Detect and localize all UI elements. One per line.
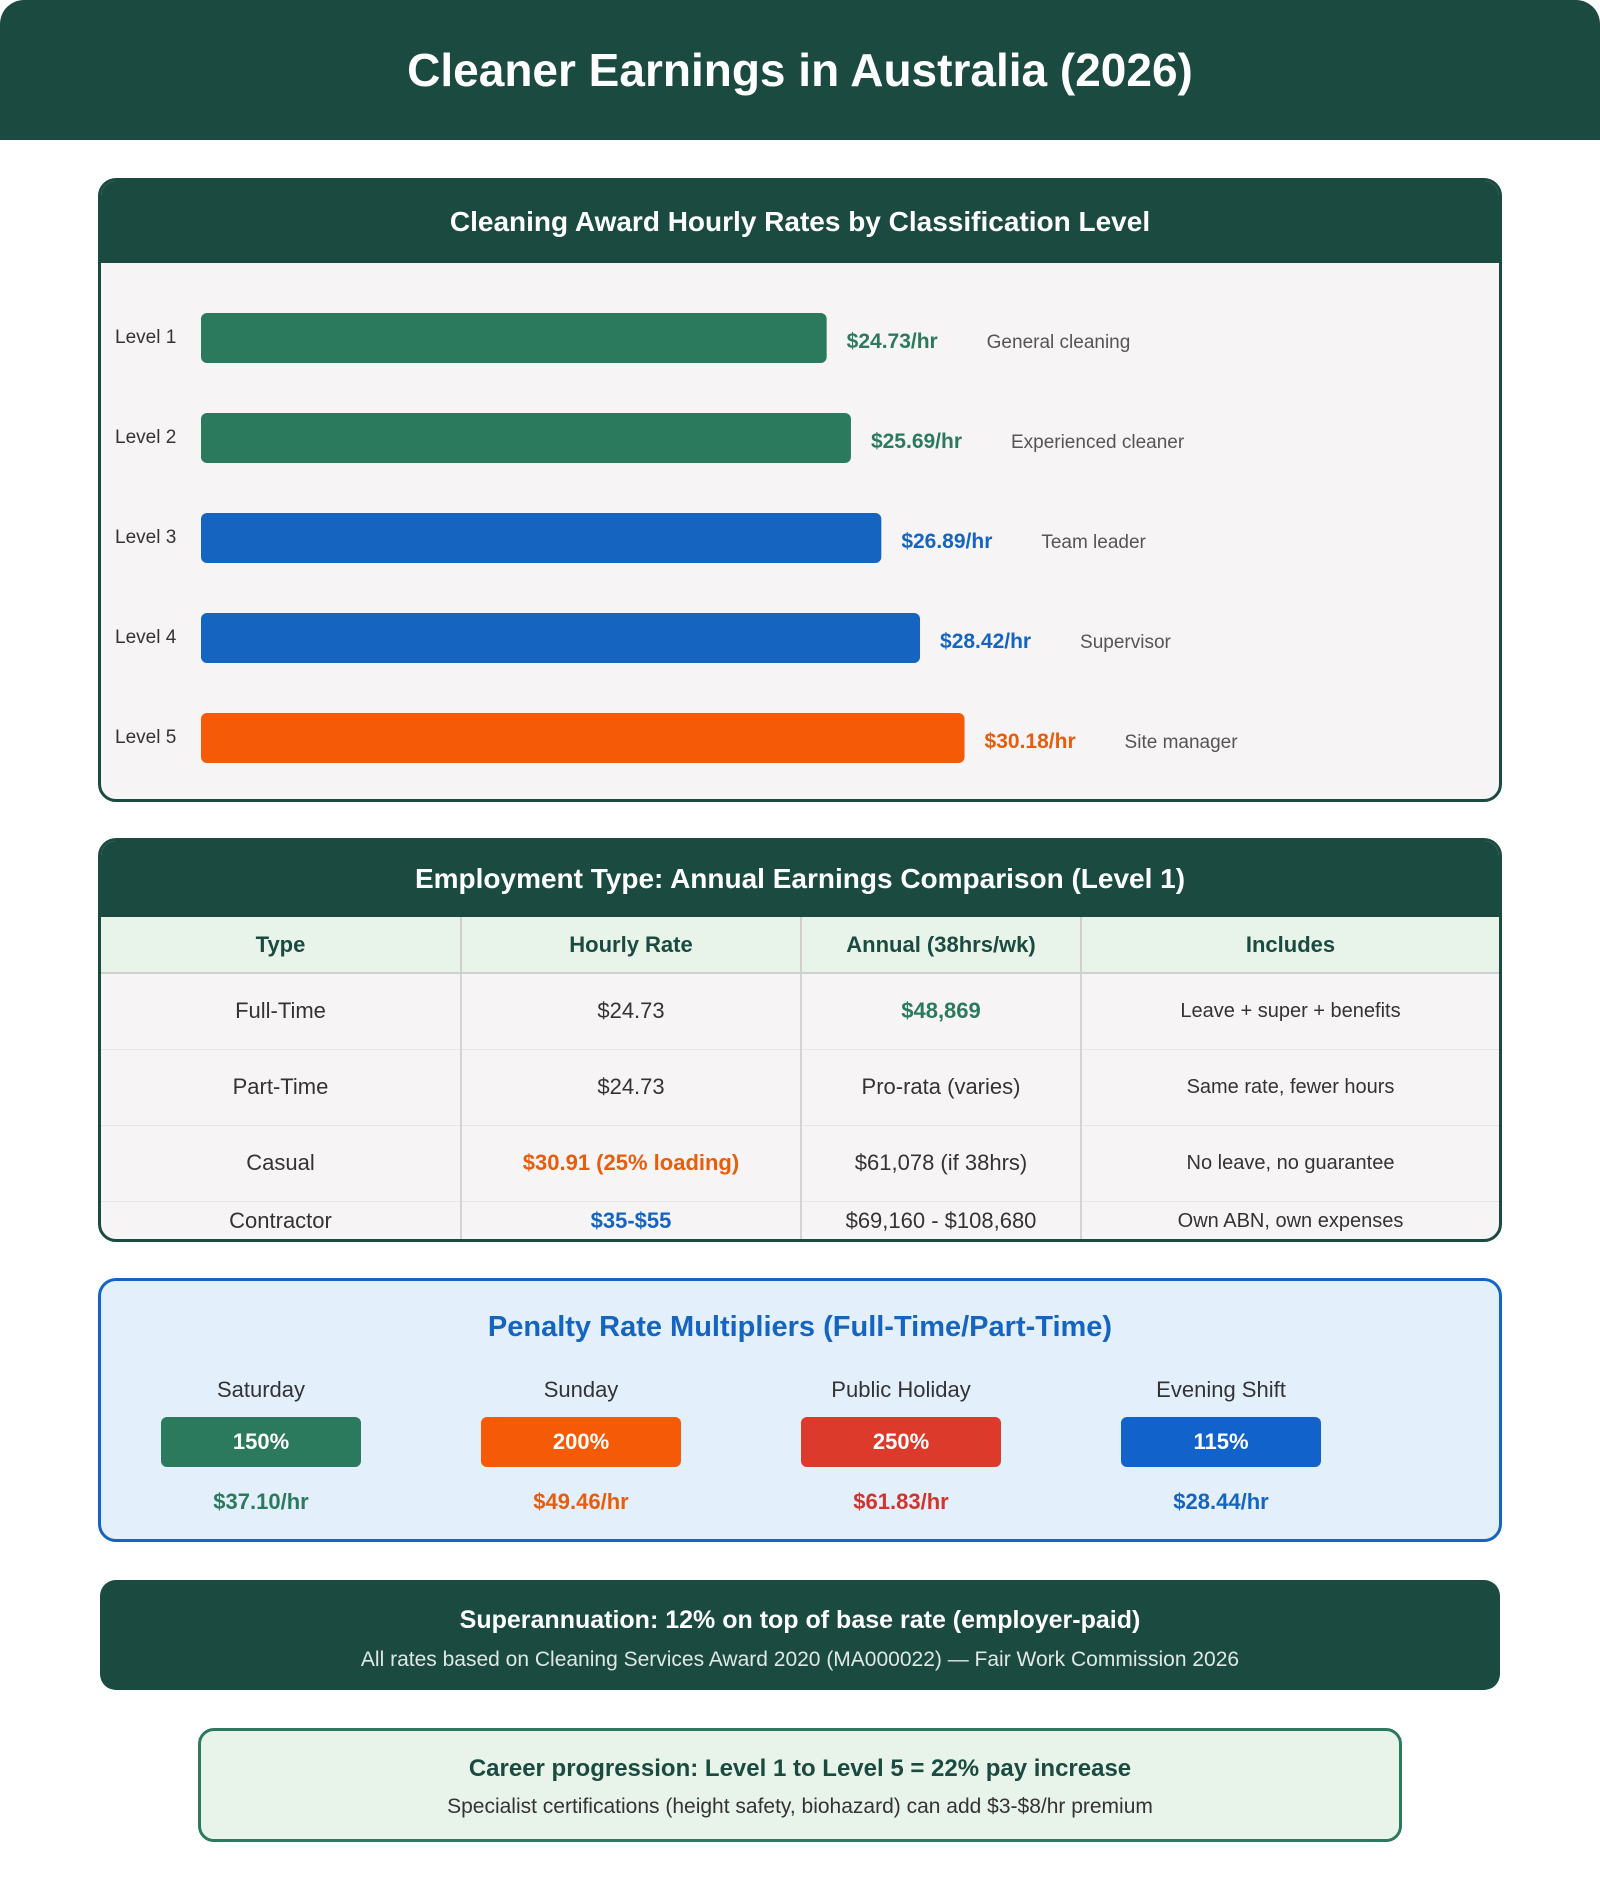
penalty-title: Penalty Rate Multipliers (Full-Time/Part-Time): [487, 1311, 1113, 1343]
cell-type: Full-Time: [101, 973, 461, 1049]
penalty-multiplier-badge: 250%: [801, 1417, 1001, 1467]
career-progression-card: [198, 1728, 1402, 1842]
bar-value-label: $25.69/hr: [870, 430, 963, 453]
penalty-multiplier-badge: 200%: [481, 1417, 681, 1467]
cell-annual: $48,869: [801, 973, 1081, 1049]
bar-value-label: $24.73/hr: [846, 330, 938, 353]
penalty-label: Sunday: [543, 1377, 619, 1402]
bar-category-label: Level 3: [115, 527, 177, 548]
penalty-multiplier-badge: 150%: [161, 1417, 361, 1467]
bar-value-label: $30.18/hr: [984, 730, 1076, 753]
table-row: [101, 1125, 1499, 1201]
bar-description-label: Site manager: [1124, 732, 1238, 753]
table-header-row: [101, 917, 1499, 973]
cell-type: Part-Time: [101, 1049, 461, 1125]
cell-includes: Own ABN, own expenses: [1177, 1209, 1404, 1232]
cell-includes: Leave + super + benefits: [1081, 973, 1499, 1049]
cell-type: Contractor: [101, 1201, 461, 1241]
bar: [201, 313, 827, 363]
penalty-item-evening-shift: [1121, 1377, 1321, 1515]
penalty-hourly-rate: $37.10/hr: [213, 1489, 309, 1514]
cell-type: Casual: [101, 1125, 461, 1201]
penalty-rates-card: [98, 1278, 1502, 1542]
bar-category-label: Level 4: [115, 627, 177, 648]
bar-description-label: Supervisor: [1080, 632, 1171, 653]
employment-table: [101, 917, 1499, 1241]
cell-rate: $30.91 (25% loading): [461, 1125, 801, 1201]
cell-rate: $24.73: [461, 973, 801, 1049]
penalty-hourly-rate: $28.44/hr: [1173, 1489, 1269, 1514]
cell-rate: $24.73: [461, 1049, 801, 1125]
cell-includes: Same rate, fewer hours: [1081, 1049, 1499, 1125]
table-row: [101, 973, 1499, 1049]
cell-annual: Pro-rata (varies): [801, 1049, 1081, 1125]
employment-type-card: [98, 838, 1502, 1242]
cell-rate: $35-$55: [461, 1201, 801, 1241]
penalty-hourly-rate: $49.46/hr: [533, 1489, 629, 1514]
bar-description-label: Experienced cleaner: [1010, 432, 1185, 453]
bar-description-label: General cleaning: [986, 332, 1131, 353]
table-row: [101, 1049, 1499, 1125]
bar-category-label: Level 5: [115, 727, 177, 748]
penalty-hourly-rate: $61.83/hr: [853, 1489, 949, 1514]
column-header-hourly-rate: Hourly Rate: [461, 917, 801, 973]
table-title: Employment Type: Annual Earnings Comparison (Level 1): [101, 841, 1499, 917]
bar: [201, 513, 881, 563]
superannuation-title: Superannuation: 12% on top of base rate (employer-paid): [459, 1606, 1141, 1634]
column-header-type: Type: [101, 917, 461, 973]
column-header-includes: Includes: [1081, 917, 1499, 973]
hourly-rates-bar-chart: [101, 263, 1499, 799]
bar-value-label: $26.89/hr: [901, 530, 993, 553]
hourly-rates-chart-card: [98, 178, 1502, 802]
bar: [201, 613, 920, 663]
superannuation-banner: [100, 1580, 1500, 1690]
penalty-item-public-holiday: [801, 1377, 1001, 1515]
penalty-label: Evening Shift: [1156, 1377, 1286, 1402]
career-note: Specialist certifications (height safety, biohazard) can add $3-$8/hr premium: [447, 1795, 1153, 1818]
chart-title: Cleaning Award Hourly Rates by Classification Level: [101, 181, 1499, 263]
career-title: Career progression: Level 1 to Level 5 = 22% pay increase: [468, 1755, 1132, 1782]
cell-annual: $69,160 - $108,680: [801, 1201, 1081, 1241]
bar-category-label: Level 2: [115, 427, 177, 448]
page-header: [0, 0, 1600, 140]
penalty-multiplier-badge: 115%: [1121, 1417, 1321, 1467]
penalty-label: Saturday: [216, 1377, 306, 1402]
cell-includes: No leave, no guarantee: [1081, 1125, 1499, 1201]
penalty-label: Public Holiday: [831, 1377, 971, 1402]
bar-description-label: Team leader: [1041, 532, 1146, 553]
table-row: [101, 1201, 1499, 1241]
bar: [201, 413, 851, 463]
penalty-item-saturday: [161, 1377, 361, 1515]
bar-category-label: Level 1: [115, 327, 177, 348]
bar-value-label: $28.42/hr: [940, 630, 1032, 653]
page-title: Cleaner Earnings in Australia (2026): [407, 44, 1193, 96]
bar: [201, 713, 965, 763]
superannuation-source-note: All rates based on Cleaning Services Award 2020 (MA000022) — Fair Work Commission 2026: [360, 1648, 1240, 1671]
column-header-annual: Annual (38hrs/wk): [801, 917, 1081, 973]
penalty-item-sunday: [481, 1377, 681, 1515]
cell-annual: $61,078 (if 38hrs): [801, 1125, 1081, 1201]
